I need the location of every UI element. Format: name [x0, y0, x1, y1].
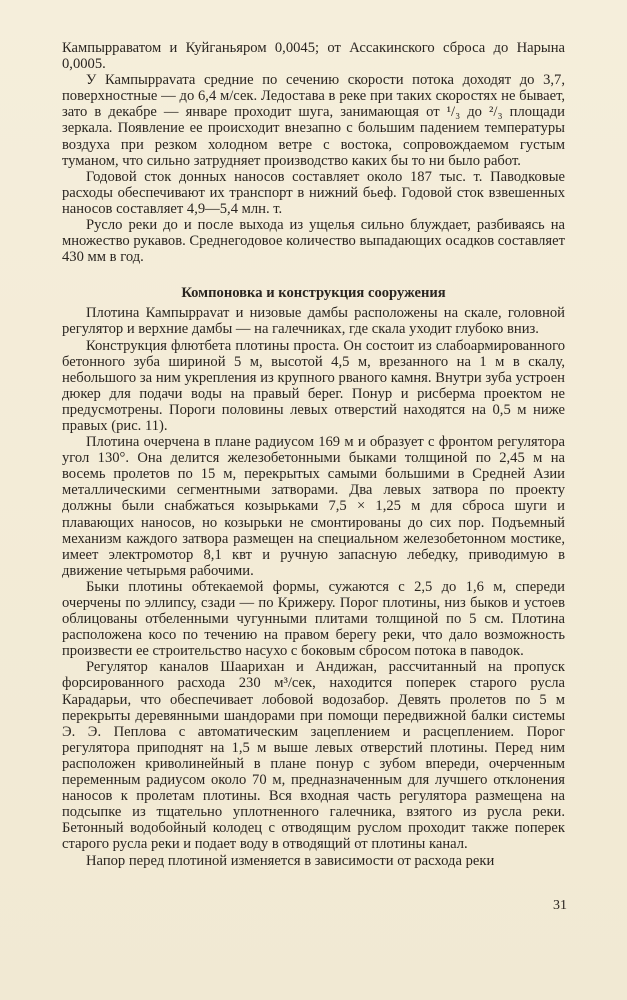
paragraph-top-1: Кампырраватом и Куйганьяром 0,0045; от Ассакинского сброса до Нарына 0,0005.	[62, 40, 565, 73]
section-heading: Компоновка и конструкция сооружения	[181, 285, 446, 302]
paragraph-main-3: Плотина очерчена в плане радиусом 169 м и образует с фронтом регулятора угол 130°. Она делится железобетонными быками толщиной по 2,45 м на восемь пролетов по 15 м, перекрытых самыми большими в Средней Азии металлическими сегментными затворами. Два левых затвора по проекту должны были снабжаться козырьками 7,5 × 1,25 м для сброса шуги и плавающих наносов, но козырьки не смонтированы до сих пор. Подъемный механизм каждого затвора размещен на специальном железобетонном мостике, имеет электромотор 8,1 квт и ручную запасную лебедку, приводимую в движение четырьмя рабочими.	[62, 434, 565, 579]
paragraph-top-4: Русло реки до и после выхода из ущелья сильно блуждает, разбиваясь на множество рукавов. Среднегодовое количество выпадающих осадков составляет 430 мм в год.	[62, 217, 565, 266]
paragraph-main-2: Конструкция флютбета плотины проста. Он состоит из слабоармированного бетонного зуба шириной 5 м, высотой 4,5 м, врезанного на 1 м в скалу, небольшого за ним укрепления из крупного рваного камня. Внутри зуба устроен дюкер для подачи воды на правый берег. Понур и рисберма проектом не предусмотрены. Пороги половины левых отверстий находятся на 0,5 м ниже правых (рис. 11).	[62, 337, 565, 434]
paragraph-main-4: Быки плотины обтекаемой формы, сужаются с 2,5 до 1,6 м, спереди очерчены по эллипсу, сзади — по Крижеру. Порог плотины, низ быков и устоев облицованы отбеленными чугунными плитами толщиной по 5 см. Плотина расположена косо по течению на правом берегу реки, что дало возможность произвести ее строительство насухо с боковым сбросом потока в паводок.	[62, 578, 565, 660]
paragraph-main-1: Плотина Кампыррavат и низовые дамбы расположены на скале, головной регулятор и верхние дамбы — на галечниках, где скала уходит глубоко вниз.	[62, 305, 565, 338]
paragraph-main-6: Напор перед плотиной изменяется в зависимости от расхода реки	[86, 852, 495, 869]
page-number: 31	[553, 898, 567, 913]
paragraph-top-2: У Кампыррavата средние по сечению скорости потока доходят до 3,7, поверхностные — до 6,4 м/сек. Ледостава в реке при таких скоростях не бывает, зато в декабре — январе проходит шуга, занимающая от ¹/₃ до ²/₃ площади зеркала. Появление ее происходит внезапно с большим падением температуры воздуха при резком холодном ветре с востока, сопровождаемом густым туманом, что сильно затрудняет производство каких бы то ни было работ.	[62, 72, 565, 169]
paragraph-top-3: Годовой сток донных наносов составляет около 187 тыс. т. Паводковые расходы обеспечивают их транспорт в нижний бьеф. Годовой сток взвешенных наносов составляет 4,9—5,4 млн. т.	[62, 168, 565, 217]
paragraph-main-5: Регулятор каналов Шаарихан и Андижан, рассчитанный на пропуск форсированного расхода 230 м³/сек, находится поперек старого русла Карадарьи, что обеспечивает лобовой водозабор. Девять пролетов по 5 м перекрыты деревянными шандорами при помощи передвижной балки системы Э. Э. Пеплова с автоматическим зацеплением и расцеплением. Порог регулятора приподнят на 1,5 м выше левых отверстий плотины. Перед ним расположен криволинейный в плане понур с зубом впереди, очерченным переменным радиусом около 70 м, предназначенным для лучшего отклонения наносов к пролетам плотины. Вся входная часть регулятора размещена на подсыпке из тщательно уплотненного галечника, взятого из русла реки. Бетонный водобойный колодец с отводящим руслом проходит также поперек старого русла реки и подает воду в отводящий от плотины канал.	[62, 659, 565, 853]
